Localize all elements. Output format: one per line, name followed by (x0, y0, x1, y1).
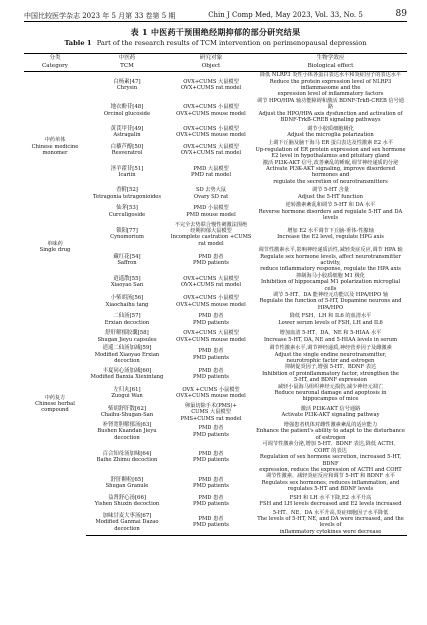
tcm-name-en: Icariin (118, 172, 136, 179)
object-line: PMD 患者 (198, 515, 224, 522)
tcm-cell (86, 441, 168, 473)
object-line: PMD 患者 (198, 450, 224, 457)
caption-cn (24, 27, 407, 38)
effect-line: 抑制促炎因子,增强 5-HT、BDNF 表达 (284, 364, 377, 371)
object-line: PMD patients (193, 319, 229, 326)
effect-line: regulates 5-HT and BDNF levels (287, 486, 374, 493)
object-cell (168, 473, 254, 492)
effect-cell (254, 273, 407, 292)
effect-line: Adjust the 5-HT function (298, 193, 363, 200)
table-row (24, 72, 407, 98)
effect-cell (254, 493, 407, 510)
effect-cell (254, 292, 407, 311)
category-name-en: Chinese medicine (31, 143, 79, 150)
tcm-name-en: Zuogui Wan (111, 393, 143, 400)
effect-line: 调节性激素、减轻炎症反应和调节 5-HT 和 BDNF 水平 (265, 473, 396, 480)
tcm-name-cn: 柴胡舒肝散[62] (107, 406, 147, 413)
effect-cell (254, 364, 407, 383)
effect-line: FSH and LH levels decreased and E2 levels increased (259, 501, 402, 508)
object-cell (168, 441, 254, 473)
tcm-name-cn: 舒肝解郁胶囊[58] (105, 330, 149, 337)
col-header-tcm-cn: 中医药 (86, 54, 168, 62)
effect-line: Regulate sex hormone levels, affect neurotransmitter activity, (260, 253, 401, 266)
object-line: PMD 大鼠模型 (193, 166, 229, 173)
object-line: PMD patients (193, 431, 229, 438)
object-line: PMD patients (193, 374, 229, 381)
effect-line: 逆转激素紊乱和调节 5-HT 和 DA 水平 (285, 202, 376, 209)
running-header (24, 11, 407, 21)
effect-line: 激活 PI3K-AKT 信号通路 (300, 406, 361, 413)
tcm-name-en: Xiaoyao San (110, 282, 144, 289)
tcm-name-en: Modified Xiaoyao Erxian decoction (94, 351, 160, 364)
object-line: OVX+CUMS 大鼠模型 (183, 275, 239, 282)
caption-title-cn: 中医药干预围绝经期抑郁的部分研究结果 (150, 27, 301, 37)
object-line: PMD 患者 (198, 253, 224, 260)
tcm-cell (86, 202, 168, 221)
effect-line: E2 level in hypothalamus and pituitary gland (271, 153, 390, 160)
table-row (24, 273, 407, 292)
object-line: OVX+CUMS rat model (180, 150, 242, 157)
object-line: OVX+CUMS mouse model (176, 336, 246, 343)
effect-line: neurotrophic factor and estrogen (286, 358, 375, 364)
effect-line: 降低 FSH、LH 和 IL6 的血清水平 (289, 313, 372, 320)
object-cell (168, 292, 254, 311)
col-header-effect-en: Biological effect (254, 62, 407, 72)
object-cell (168, 510, 254, 536)
category-name-en: Chinese herbal (35, 401, 75, 407)
research-results-table (24, 53, 407, 536)
object-line: SD 去势大鼠 (195, 187, 227, 194)
caption-en (24, 39, 407, 47)
object-cell (168, 160, 254, 186)
tcm-name-en: Cynomorium (110, 234, 144, 241)
object-line: Incomplete castration +CUMS rat model (170, 234, 252, 247)
effect-line: 调节 5-HT、DA 能神经元功能以及 HPA/HPO 轴 (272, 291, 389, 298)
effect-line: 5-HT、NE、DA 水平升高,炎症细胞因子水平降低 (272, 509, 389, 516)
category-name-en: Single drug (39, 247, 71, 254)
category-name-en: monomer (42, 150, 68, 157)
object-line: PMD 患者 (198, 348, 224, 355)
object-cell (168, 247, 254, 273)
object-line: 经期抑郁大鼠模型 (190, 227, 232, 234)
header-rule (24, 21, 407, 22)
object-line: PMD 患者 (198, 367, 224, 374)
tcm-name-en: Xiaochaihu tang (105, 301, 149, 308)
effect-line: hippocampus of mice (302, 396, 359, 403)
category-name-cn: 中药单体 (44, 137, 66, 144)
object-line: PMD 患者 (198, 425, 224, 432)
tcm-name-cn: 百合知母汤加味[64] (102, 450, 152, 457)
tcm-name-en: Saffron (117, 259, 137, 266)
effect-line: The levels of 5-HT, NE, and DA were increased, and the levels of (257, 515, 404, 529)
tcm-name-cn: 左归丸[61] (113, 386, 141, 393)
tcm-cell (86, 384, 168, 403)
object-cell (168, 273, 254, 292)
effect-line: 调节 5-HT 含量 (311, 187, 350, 194)
object-line: OVX+CUMS mouse model (176, 110, 246, 117)
tcm-cell (86, 328, 168, 345)
object-line: CUMS 大鼠模型 (191, 409, 231, 416)
tcm-name-en: Resveratrol (111, 150, 143, 157)
effect-cell (254, 160, 407, 186)
tcm-cell (86, 311, 168, 328)
tcm-name-en: Tetragonia tetragonioides (92, 193, 162, 200)
effect-line: 调节 HPO/HPA 轴功能障碍和激活 BDNF-TrkB-CREB 信号通路 (257, 97, 404, 111)
tcm-cell (86, 273, 168, 292)
object-line: OVX+CUMS mouse model (176, 393, 246, 400)
tcm-cell (86, 403, 168, 422)
effect-line: Reduce neuronal damage and apoptosis in (274, 390, 387, 397)
category-name-cn: 中药复方 (44, 394, 66, 401)
tcm-name-cn: 白杨素[47] (113, 78, 141, 85)
effect-cell (254, 311, 407, 328)
col-header-object-cn: 研究对象 (168, 54, 254, 62)
object-line: PMD patients (193, 457, 229, 464)
tcm-name-cn: 仙茅[53] (116, 205, 138, 212)
tcm-name-en: Modified Ganmai Dazao decoction (95, 519, 159, 532)
object-line: OVX+CUMS 大鼠模型 (183, 143, 239, 150)
effect-cell (254, 384, 407, 403)
effect-cell (254, 247, 407, 273)
tcm-cell (86, 345, 168, 364)
object-line: OVX+CUMS rat model (180, 85, 242, 91)
tcm-name-cn: 二仙汤[57] (113, 313, 141, 320)
object-line: PMD 小鼠模型 (193, 205, 229, 212)
object-cell (168, 311, 254, 328)
effect-line: Regulation of sex hormone secretion, increased 5-HT, BDNF (259, 454, 402, 467)
object-line: PMS+CUMS rat model (180, 415, 242, 422)
tcm-name-en: Erxian decoction (104, 319, 150, 326)
tcm-cell (86, 510, 168, 536)
tcm-cell (86, 364, 168, 383)
object-line: PMD patients (193, 482, 229, 489)
col-header-category-en: Category (24, 62, 86, 72)
effect-cell (254, 345, 407, 364)
effect-line: reduce inflammatory response, regulate the HPA axis (260, 266, 401, 273)
object-cell (168, 384, 254, 403)
category-name-en: compound (41, 407, 69, 414)
object-line: 卵巢切除手术(PMS)+ (185, 402, 237, 409)
journal-name-cn: 中国比较医学杂志 2023 年 5 月第 33 卷第 5 期 (24, 12, 176, 20)
effect-line: 调节性激素水平,影响神经递质活性,减轻炎症反应,调节 HPA 轴 (258, 247, 403, 254)
tcm-name-cn: 香附[52] (116, 187, 138, 194)
object-line: PMD rat model (190, 172, 231, 179)
object-cell (168, 202, 254, 221)
tcm-name-en: Curculigoside (108, 211, 146, 218)
object-line: Ovary SD rat (193, 193, 229, 200)
effect-line: Adjust the HPO/HPA axis dysfunction and activation of (258, 110, 403, 117)
object-line: OVX+CUMS 小鼠模型 (183, 295, 239, 302)
effect-line: Reduce the protein expression level of NLRP3 inflammasome and the (269, 78, 392, 91)
tcm-name-cn: 逍遥二仙汤加减[59] (102, 345, 152, 352)
table-body (24, 72, 407, 536)
object-line: OVX+CUMS 大鼠模型 (183, 78, 239, 85)
object-line: PMD 患者 (198, 313, 224, 320)
tcm-cell (86, 493, 168, 510)
category-cell (24, 273, 86, 536)
effect-cell (254, 185, 407, 202)
tcm-name-en: Orcinol glucoside (103, 110, 151, 117)
effect-cell (254, 123, 407, 140)
tcm-cell (86, 72, 168, 98)
effect-line: 激活 PI3K-AKT 信号,改善紊乱的睡眠,调节神经递质的分泌 (262, 159, 399, 166)
object-cell (168, 345, 254, 364)
object-line: PMD patients (193, 522, 229, 529)
object-cell (168, 222, 254, 248)
journal-name-en: Chin J Comp Med, May 2023, Vol. 33, No. 5 (208, 11, 363, 19)
object-line: PMD patients (193, 354, 229, 361)
table-caption (24, 27, 407, 47)
tcm-name-cn: 舒肝颗粒[65] (110, 476, 144, 483)
category-cell (24, 72, 86, 222)
page-number: 89 (395, 9, 407, 19)
effect-cell (254, 72, 407, 98)
effect-line: expression, reduce the expression of ACTH and CORT (259, 466, 402, 473)
object-line: OVX+CUMS mouse model (176, 301, 246, 308)
tcm-cell (86, 98, 168, 124)
tcm-cell (86, 292, 168, 311)
tcm-name-cn: 锁阳[77] (116, 227, 138, 234)
tcm-name-en: Shugan Granule (105, 482, 149, 489)
object-line: OVX +CUMS 小鼠模型 (182, 386, 240, 393)
effect-line: Enhance the patient's ability to adapt to the disturbance of estrogen (256, 428, 405, 441)
tcm-cell (86, 422, 168, 441)
effect-line: 增加 E2 水平调节下丘脑-垂体-性腺轴 (287, 227, 374, 234)
effect-line: Increase 5-HT, DA, NE and 5-HIAA levels in serum (263, 336, 398, 343)
effect-line: Adjust the single endine neurotransmitter, (274, 351, 387, 358)
tcm-name-en: Shugan Jieyu capsules (97, 336, 157, 343)
object-cell (168, 493, 254, 510)
effect-cell (254, 441, 407, 473)
object-line: OVX+CUMS rat model (180, 282, 242, 289)
object-cell (168, 72, 254, 98)
tcm-cell (86, 123, 168, 140)
effect-line: 降低 NLRP3 炎性小体各蛋白表达水平和炎症因子的表达水平 (259, 72, 402, 79)
tcm-name-cn: 补肾宽胆解郁汤[63] (102, 422, 152, 429)
tcm-name-cn: 黄芪甲苷[49] (110, 125, 144, 132)
effect-line: Adjust the microglia polarization (287, 131, 374, 138)
object-cell (168, 123, 254, 140)
caption-title-en: Part of the research results of TCM intervention on perimenopausal depression (96, 39, 367, 47)
object-line: 不完全去势联合慢性刺激法围绝 (174, 221, 248, 228)
col-header-object-en: Object (168, 62, 254, 72)
category-cell (24, 222, 86, 273)
col-header-tcm-en: TCM (86, 62, 168, 72)
object-cell (168, 140, 254, 159)
object-line: PMD mouse model (186, 211, 236, 218)
caption-label-cn: 表 1 (130, 27, 148, 37)
effect-line: 调节性激素水平,调节神经递质,神经营养因子及雌激素 (269, 345, 392, 352)
object-cell (168, 422, 254, 441)
effect-line: expression level of inflammatory factors (277, 91, 384, 98)
effect-cell (254, 473, 407, 492)
effect-line: 调节小胶质细胞极化 (307, 125, 354, 132)
tcm-name-en: Chrysin (116, 85, 138, 91)
object-line: OVX+CUMS 小鼠模型 (183, 125, 239, 132)
effect-line: Lower serum levels of FSH, LH and IL6 (278, 319, 383, 326)
tcm-cell (86, 473, 168, 492)
tcm-name-cn: 加味甘麦大枣汤[67] (102, 512, 152, 519)
object-cell (168, 403, 254, 422)
tcm-name-en: Astragalin (113, 131, 141, 138)
tcm-name-en: Bushen Kuandan Jieyu decoction (97, 428, 157, 441)
effect-line: Inhibition of hippocampal M1 polarization microglial cells (260, 279, 401, 292)
effect-cell (254, 202, 407, 221)
object-line: PMD patients (193, 501, 229, 508)
tcm-name-en: Chaihu-Shugan-San (100, 412, 154, 419)
effect-line: inflammatory cytokines were decrease (279, 528, 382, 535)
tcm-name-cn: 淫羊藿苷[51] (110, 166, 144, 173)
effect-line: 5-HT, and BDNF expression (293, 377, 368, 384)
col-header-category-cn: 分类 (24, 54, 86, 62)
effect-cell (254, 510, 407, 536)
tcm-cell (86, 185, 168, 202)
tcm-name-en: Modified Banxia Xiexintang (90, 374, 164, 381)
tcm-name-cn: 丰夏同心汤加减[60] (102, 367, 152, 374)
table-row (24, 222, 407, 248)
effect-line: Regulate the function of 5-HT, Dopamine neurons and HPA/HPO (259, 298, 402, 311)
effect-line: 减轻小鼠海马组织神经元损伤,减少神经元凋亡 (277, 383, 384, 390)
effect-line: BDNF-TrkB-CREB signaling pathways (280, 117, 381, 124)
category-name-cn: 单味药 (47, 240, 63, 247)
object-line: OVX+CUMS 小鼠模型 (183, 104, 239, 111)
tcm-name-cn: 地衣酚苷[48] (110, 104, 144, 111)
tcm-cell (86, 140, 168, 159)
effect-cell (254, 140, 407, 159)
effect-cell (254, 403, 407, 422)
effect-line: Regulates sex hormones, reduces inflammation, and (261, 479, 400, 486)
effect-cell (254, 222, 407, 248)
tcm-name-cn: 益肾舒心汤[66] (107, 494, 147, 501)
tcm-name-cn: 白藜芦醇[50] (110, 143, 144, 150)
col-header-effect-cn: 生物学效应 (254, 54, 407, 62)
effect-line: 增强患者机体对雌性激素紊乱的适应能力 (283, 422, 378, 429)
caption-label-en: Table 1 (64, 39, 92, 47)
tcm-name-en: Baihe Zhimu decoction (96, 457, 158, 464)
effect-line: FSH 和 LH 水平下降,E2 水平升高 (289, 494, 372, 501)
tcm-name-cn: 藏红花[54] (113, 253, 141, 260)
effect-line: 抑制海马小胶质细胞 M1 极化 (296, 272, 365, 279)
effect-line: Activate PI3K-AKT signaling pathway (281, 412, 380, 419)
object-cell (168, 98, 254, 124)
object-line: OVX+CUMS mouse model (176, 131, 246, 138)
effect-line: 可调节性激素分泌,增加 5-HT、BDNF 表达,降低 ACTH、CORT 的表达 (262, 441, 399, 454)
effect-line: Increase the E2 level, regulate HPG axis (277, 234, 384, 241)
object-cell (168, 364, 254, 383)
effect-line: regulate the secretion of neurotransmitters (273, 178, 388, 185)
tcm-name-cn: 逍遥散[55] (113, 275, 141, 282)
tcm-name-en: Yishen Shuxin decoction (94, 501, 160, 508)
effect-line: 增加血清 5-HT、DA、NE 和 5-HIAA 水平 (279, 330, 382, 337)
object-cell (168, 185, 254, 202)
effect-line: 上调下丘脑及脑干海马 ER 蛋白表达及性激素 E2 水平 (267, 140, 394, 147)
object-line: OVX+CUMS 大鼠模型 (183, 330, 239, 337)
object-line: PMD patients (193, 259, 229, 266)
object-line: PMD 患者 (198, 476, 224, 483)
effect-line: Up-regulation of ER protein expression and sex hormone (255, 146, 406, 153)
tcm-cell (86, 247, 168, 273)
effect-line: Reverse hormone disorders and regulate 5-HT and DA levels (258, 208, 403, 222)
effect-line: Activate PI3K-AKT signaling, improve disordered hormones and (265, 166, 396, 179)
effect-cell (254, 422, 407, 441)
tcm-cell (86, 222, 168, 248)
effect-cell (254, 328, 407, 345)
effect-cell (254, 98, 407, 124)
object-cell (168, 328, 254, 345)
object-line: PMD 患者 (198, 494, 224, 501)
tcm-cell (86, 160, 168, 186)
effect-line: Inhibition of proinflammatory factor, strengthen the (262, 370, 399, 377)
tcm-name-cn: 小柴胡汤[56] (110, 295, 144, 302)
